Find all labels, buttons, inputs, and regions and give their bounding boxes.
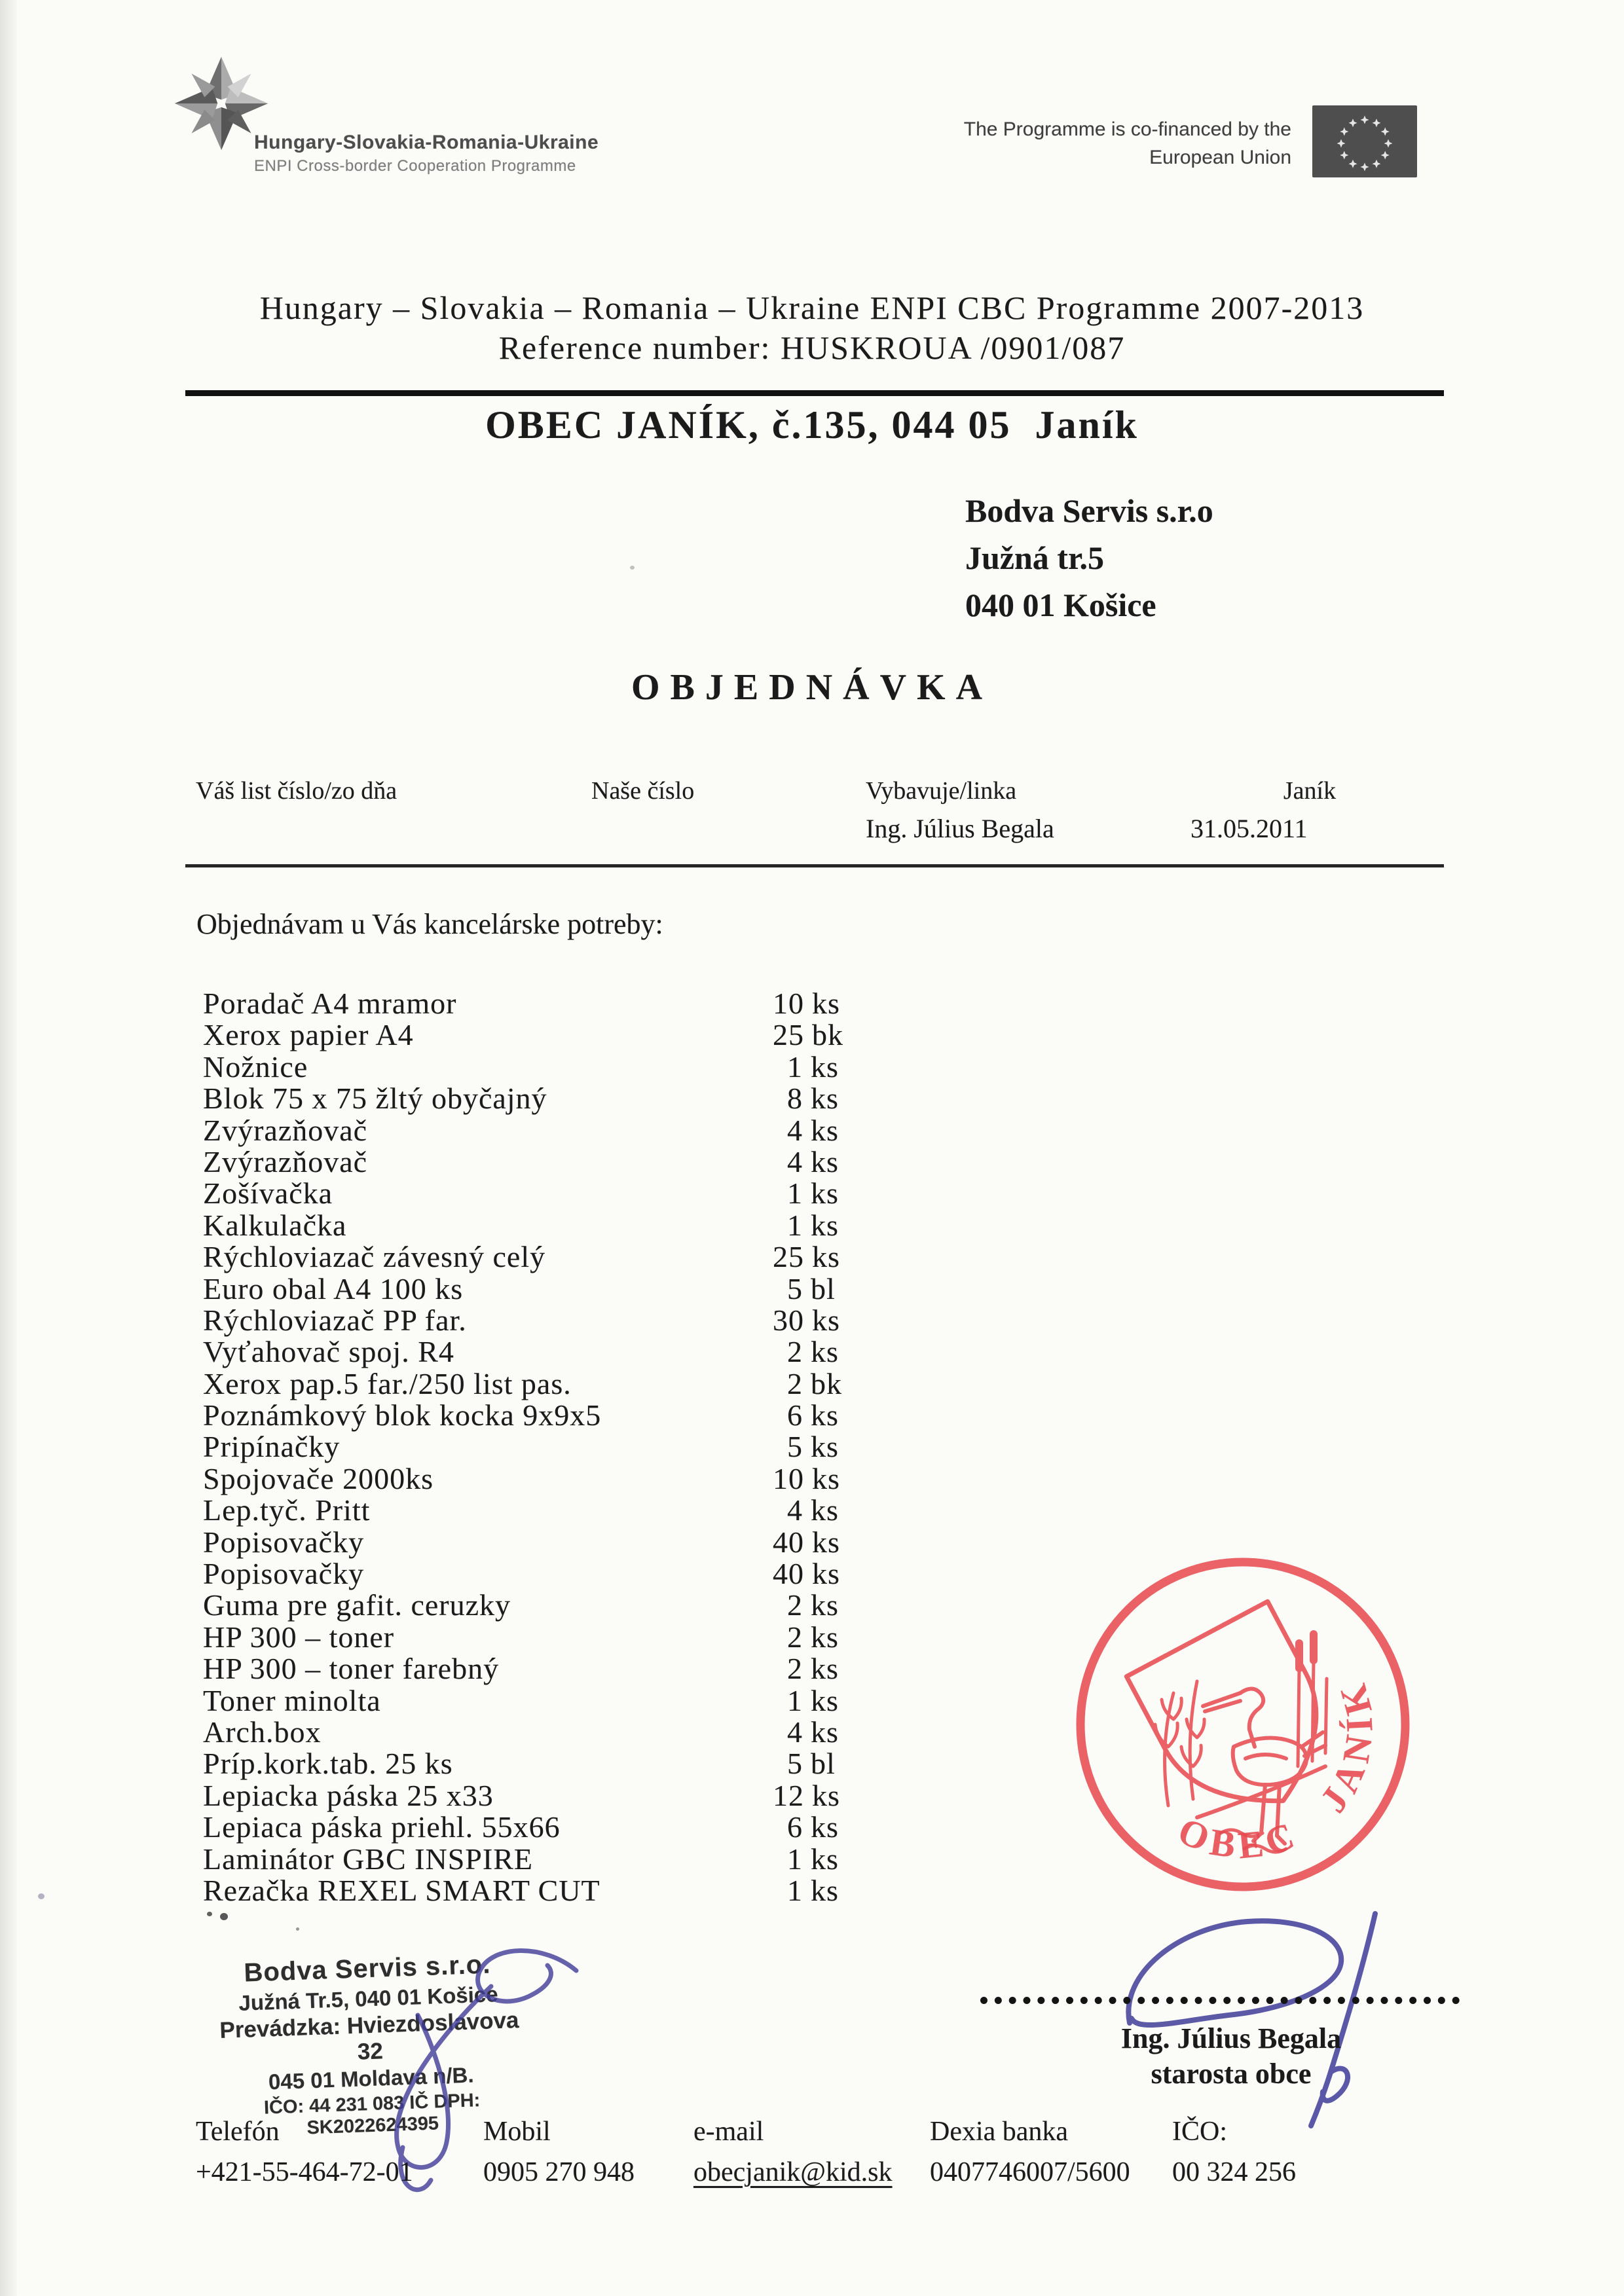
item-quantity-number: 4	[787, 1493, 803, 1527]
meta-col-place: Janík	[1283, 777, 1337, 805]
meta-divider-thin	[185, 864, 1444, 867]
supplier-stamp-name: Bodva Servis s.r.o.	[243, 1950, 492, 1988]
item-quantity	[773, 1620, 839, 1654]
order-item-row	[203, 1049, 1316, 1084]
item-name: Arch.box	[203, 1715, 322, 1749]
footer-bank-value: 0407746007/5600	[930, 2157, 1130, 2187]
ink-speck	[220, 1913, 228, 1920]
meta-col-handled-by: Vybavuje/linka	[866, 777, 1017, 805]
item-quantity-unit: ks	[811, 1493, 839, 1527]
supplier-stamp-ids: IČO: 44 231 083 IČ DPH: SK2022624395	[263, 2090, 481, 2139]
meta-date: 31.05.2011	[1190, 814, 1308, 843]
item-quantity-unit: ks	[811, 1208, 839, 1242]
item-name: Príp.kork.tab. 25 ks	[203, 1747, 453, 1781]
footer-email-label: e-mail	[693, 2117, 764, 2147]
stamp-text: OBEC JANÍK	[1172, 1674, 1382, 1867]
footer-phone-label: Telefón	[196, 2117, 280, 2147]
programme-logo-title: Hungary-Slovakia-Romania-Ukraine	[254, 132, 599, 153]
item-name: Poradač A4 mramor	[203, 987, 457, 1020]
recipient-city: 040 01 Košice	[965, 587, 1156, 623]
item-name: Popisovačky	[203, 1525, 365, 1559]
item-quantity-number: 1	[787, 1873, 803, 1907]
item-quantity-number: 4	[787, 1144, 803, 1178]
item-quantity	[773, 1493, 839, 1527]
item-quantity	[773, 1144, 839, 1179]
item-quantity-unit: ks	[811, 1144, 839, 1178]
order-item-row	[203, 1398, 1316, 1432]
item-quantity	[773, 1398, 839, 1432]
issuer-organization-line: OBEC JANÍK, č.135, 044 05 Janík	[485, 403, 1139, 446]
order-intro-sentence: Objednávam u Vás kancelárske potreby:	[196, 908, 663, 940]
item-name: Kalkulačka	[203, 1208, 347, 1242]
item-quantity-unit: bk	[811, 1366, 842, 1400]
item-quantity-number: 4	[787, 1113, 803, 1147]
item-quantity-unit: ks	[811, 1842, 839, 1876]
item-quantity-unit: ks	[811, 1082, 839, 1116]
item-quantity-unit: ks	[812, 987, 840, 1020]
programme-logo-subtitle: ENPI Cross-border Cooperation Programme	[254, 157, 576, 175]
order-item-row	[203, 1208, 1316, 1242]
item-name: Pripínačky	[203, 1430, 341, 1464]
item-quantity	[773, 1049, 839, 1084]
ink-speck	[296, 1927, 299, 1931]
supplier-stamp-address: Južná Tr.5, 040 01 Košice	[238, 1982, 499, 2015]
item-quantity-number: 1	[787, 1208, 803, 1242]
item-quantity	[773, 1810, 839, 1844]
item-name: Spojovače 2000ks	[203, 1461, 434, 1495]
meta-handler-name: Ing. Július Begala	[866, 814, 1054, 843]
item-quantity	[773, 1842, 839, 1876]
programme-header-line: Hungary – Slovakia – Romania – Ukraine ENPI CBC Programme 2007-2013	[259, 289, 1365, 326]
order-item-row	[203, 1081, 1316, 1116]
order-item-row	[203, 1017, 1316, 1052]
eu-flag-icon	[1312, 105, 1417, 177]
item-quantity-unit: ks	[811, 1873, 839, 1907]
footer-ico	[1172, 2116, 1296, 2188]
footer-phone	[196, 2116, 413, 2188]
item-quantity-unit: bk	[812, 1018, 843, 1052]
item-quantity	[773, 1176, 839, 1211]
item-quantity	[773, 1873, 839, 1908]
item-name: Xerox pap.5 far./250 list pas.	[203, 1366, 572, 1400]
stamp-wheat-icon	[1155, 1681, 1204, 1806]
item-name: Xerox papier A4	[203, 1018, 414, 1052]
footer-phone-value: +421-55-464-72-01	[196, 2157, 413, 2187]
item-quantity	[773, 1429, 839, 1464]
item-quantity-unit: ks	[812, 1303, 840, 1337]
item-quantity	[773, 1461, 840, 1496]
footer-mobile	[483, 2116, 635, 2188]
item-quantity	[773, 1366, 842, 1401]
item-quantity-unit: bl	[811, 1747, 836, 1781]
signatory-title: starosta obce	[1151, 2058, 1312, 2090]
footer-bank-label: Dexia banka	[930, 2117, 1069, 2147]
item-quantity-number: 10	[773, 987, 804, 1020]
item-quantity	[773, 1778, 840, 1813]
document-title: OBJEDNÁVKA	[631, 667, 993, 708]
order-item-row	[203, 1113, 1316, 1147]
item-quantity	[773, 1556, 840, 1591]
order-item-row	[203, 1366, 1316, 1398]
programme-logo-lockup	[254, 131, 599, 178]
item-quantity-number: 6	[787, 1398, 803, 1432]
item-quantity-number: 1	[787, 1176, 803, 1211]
item-quantity-number: 1	[787, 1049, 803, 1084]
municipal-round-stamp	[1069, 1550, 1419, 1901]
item-quantity-number: 5	[787, 1430, 803, 1464]
item-name: Blok 75 x 75 žltý obyčajný	[203, 1082, 547, 1116]
item-quantity-number: 6	[787, 1810, 803, 1844]
order-item-row	[203, 1176, 1316, 1211]
item-quantity-number: 2	[787, 1335, 803, 1369]
item-quantity-number: 4	[787, 1715, 803, 1749]
meta-col-your-ref: Váš list číslo/zo dňa	[196, 777, 397, 805]
item-name: Zošívačka	[203, 1176, 333, 1211]
ink-speck	[630, 566, 635, 570]
item-quantity-number: 25	[773, 1240, 804, 1274]
order-item-row	[203, 1429, 1316, 1464]
item-name: Poznámkový blok kocka 9x9x5	[203, 1398, 602, 1432]
item-quantity-unit: ks	[811, 1715, 839, 1749]
footer-email	[693, 2116, 892, 2188]
item-name: Rýchloviazač PP far.	[203, 1303, 467, 1337]
item-quantity-unit: ks	[811, 1683, 839, 1717]
item-quantity-unit: ks	[811, 1588, 839, 1622]
item-quantity-unit: ks	[811, 1652, 839, 1686]
item-quantity-number: 12	[773, 1778, 804, 1812]
item-quantity-number: 40	[773, 1557, 804, 1591]
item-quantity	[773, 1334, 839, 1369]
item-quantity-unit: ks	[811, 1113, 839, 1147]
item-quantity-number: 1	[787, 1683, 803, 1717]
order-item-row	[203, 1461, 1316, 1493]
supplier-stamp-branch: Prevádzka: Hviezdoslavova 32	[219, 2007, 520, 2065]
signatory-name: Ing. Július Begala	[1120, 2022, 1342, 2054]
order-item-row	[203, 1144, 1316, 1176]
item-quantity-unit: ks	[811, 1398, 839, 1432]
item-quantity	[773, 1239, 840, 1274]
item-quantity-unit: ks	[812, 1240, 840, 1274]
item-quantity	[773, 1081, 839, 1116]
item-name: Vyťahovač spoj. R4	[203, 1335, 454, 1369]
item-name: Euro obal A4 100 ks	[203, 1271, 464, 1305]
cofinance-note	[838, 115, 1291, 172]
item-name: Laminátor GBC INSPIRE	[203, 1842, 533, 1876]
order-item-row	[203, 1303, 1316, 1337]
item-name: Nožnice	[203, 1049, 308, 1084]
item-name: Zvýrazňovač	[203, 1144, 368, 1178]
svg-text:OBEC JANÍK	[1172, 1674, 1381, 1867]
item-quantity	[773, 1017, 843, 1052]
item-name: Rýchloviazač závesný celý	[203, 1240, 546, 1274]
item-name: Toner minolta	[203, 1683, 381, 1717]
footer-ico-label: IČO:	[1172, 2117, 1227, 2147]
item-name: Zvýrazňovač	[203, 1113, 368, 1147]
item-quantity	[773, 1303, 840, 1338]
item-quantity-number: 25	[773, 1018, 804, 1052]
item-quantity-unit: ks	[811, 1810, 839, 1844]
item-name: Lep.tyč. Pritt	[203, 1493, 371, 1527]
item-quantity	[773, 1208, 839, 1243]
item-quantity-number: 8	[787, 1082, 803, 1116]
item-quantity-number: 5	[787, 1747, 803, 1781]
item-quantity-unit: ks	[812, 1461, 840, 1495]
item-name: Guma pre gafit. ceruzky	[203, 1588, 511, 1622]
item-quantity-unit: ks	[811, 1049, 839, 1084]
supplier-stamp-city: 045 01 Moldava n/B.	[268, 2062, 475, 2094]
reference-number-line: Reference number: HUSKROUA /0901/087	[498, 329, 1126, 366]
cofinance-line1: The Programme is co-financed by the	[963, 118, 1291, 140]
item-quantity-number: 30	[773, 1303, 804, 1337]
item-quantity-number: 1	[787, 1842, 803, 1876]
item-name: HP 300 – toner farebný	[203, 1652, 500, 1686]
item-quantity-unit: ks	[811, 1620, 839, 1654]
recipient-address-block	[965, 487, 1213, 629]
item-name: Lepiaca páska priehl. 55x66	[203, 1810, 561, 1844]
footer-ico-value: 00 324 256	[1172, 2157, 1296, 2187]
item-quantity-number: 40	[773, 1525, 804, 1559]
item-quantity-unit: bl	[811, 1271, 836, 1305]
item-name: Rezačka REXEL SMART CUT	[203, 1873, 600, 1907]
item-quantity-unit: ks	[811, 1176, 839, 1211]
scan-edge-shadow	[0, 0, 17, 2296]
item-quantity-number: 2	[787, 1366, 803, 1400]
item-quantity-number: 2	[787, 1620, 803, 1654]
item-quantity	[773, 1683, 839, 1718]
order-item-row	[203, 1239, 1316, 1274]
item-quantity-number: 2	[787, 1588, 803, 1622]
item-quantity	[773, 1651, 839, 1686]
signature-dotted-line	[980, 1997, 1460, 2004]
cofinance-line2: European Union	[1149, 147, 1291, 168]
item-quantity-unit: ks	[812, 1525, 840, 1559]
order-item-row	[203, 1493, 1316, 1527]
item-quantity-number: 10	[773, 1461, 804, 1495]
footer-mobile-value: 0905 270 948	[483, 2157, 635, 2187]
footer-bank	[930, 2116, 1130, 2188]
item-quantity-unit: ks	[812, 1557, 840, 1591]
ink-speck	[207, 1912, 212, 1916]
footer-mobile-label: Mobil	[483, 2117, 551, 2147]
ink-speck	[38, 1893, 45, 1899]
item-quantity-unit: ks	[811, 1335, 839, 1369]
item-quantity-number: 5	[787, 1271, 803, 1305]
order-item-row	[203, 986, 1316, 1020]
item-quantity	[773, 1525, 840, 1559]
item-quantity	[773, 986, 840, 1021]
recipient-street: Južná tr.5	[965, 539, 1105, 576]
footer-email-link[interactable]: obecjanik@kid.sk	[693, 2157, 893, 2187]
item-quantity-unit: ks	[811, 1430, 839, 1464]
header-divider-thick	[185, 390, 1444, 396]
item-quantity	[773, 1588, 839, 1622]
order-item-row	[203, 1271, 1316, 1303]
item-quantity	[773, 1715, 839, 1749]
item-name: Lepiacka páska 25 x33	[203, 1778, 494, 1812]
recipient-name: Bodva Servis s.r.o	[965, 492, 1213, 529]
item-quantity	[773, 1113, 839, 1148]
order-item-row	[203, 1334, 1316, 1369]
meta-col-our-ref: Naše číslo	[591, 777, 695, 805]
item-name: HP 300 – toner	[203, 1620, 395, 1654]
item-quantity-number: 2	[787, 1652, 803, 1686]
item-quantity-unit: ks	[812, 1778, 840, 1812]
item-name: Popisovačky	[203, 1557, 365, 1591]
item-quantity	[773, 1746, 836, 1781]
item-quantity	[773, 1271, 836, 1306]
